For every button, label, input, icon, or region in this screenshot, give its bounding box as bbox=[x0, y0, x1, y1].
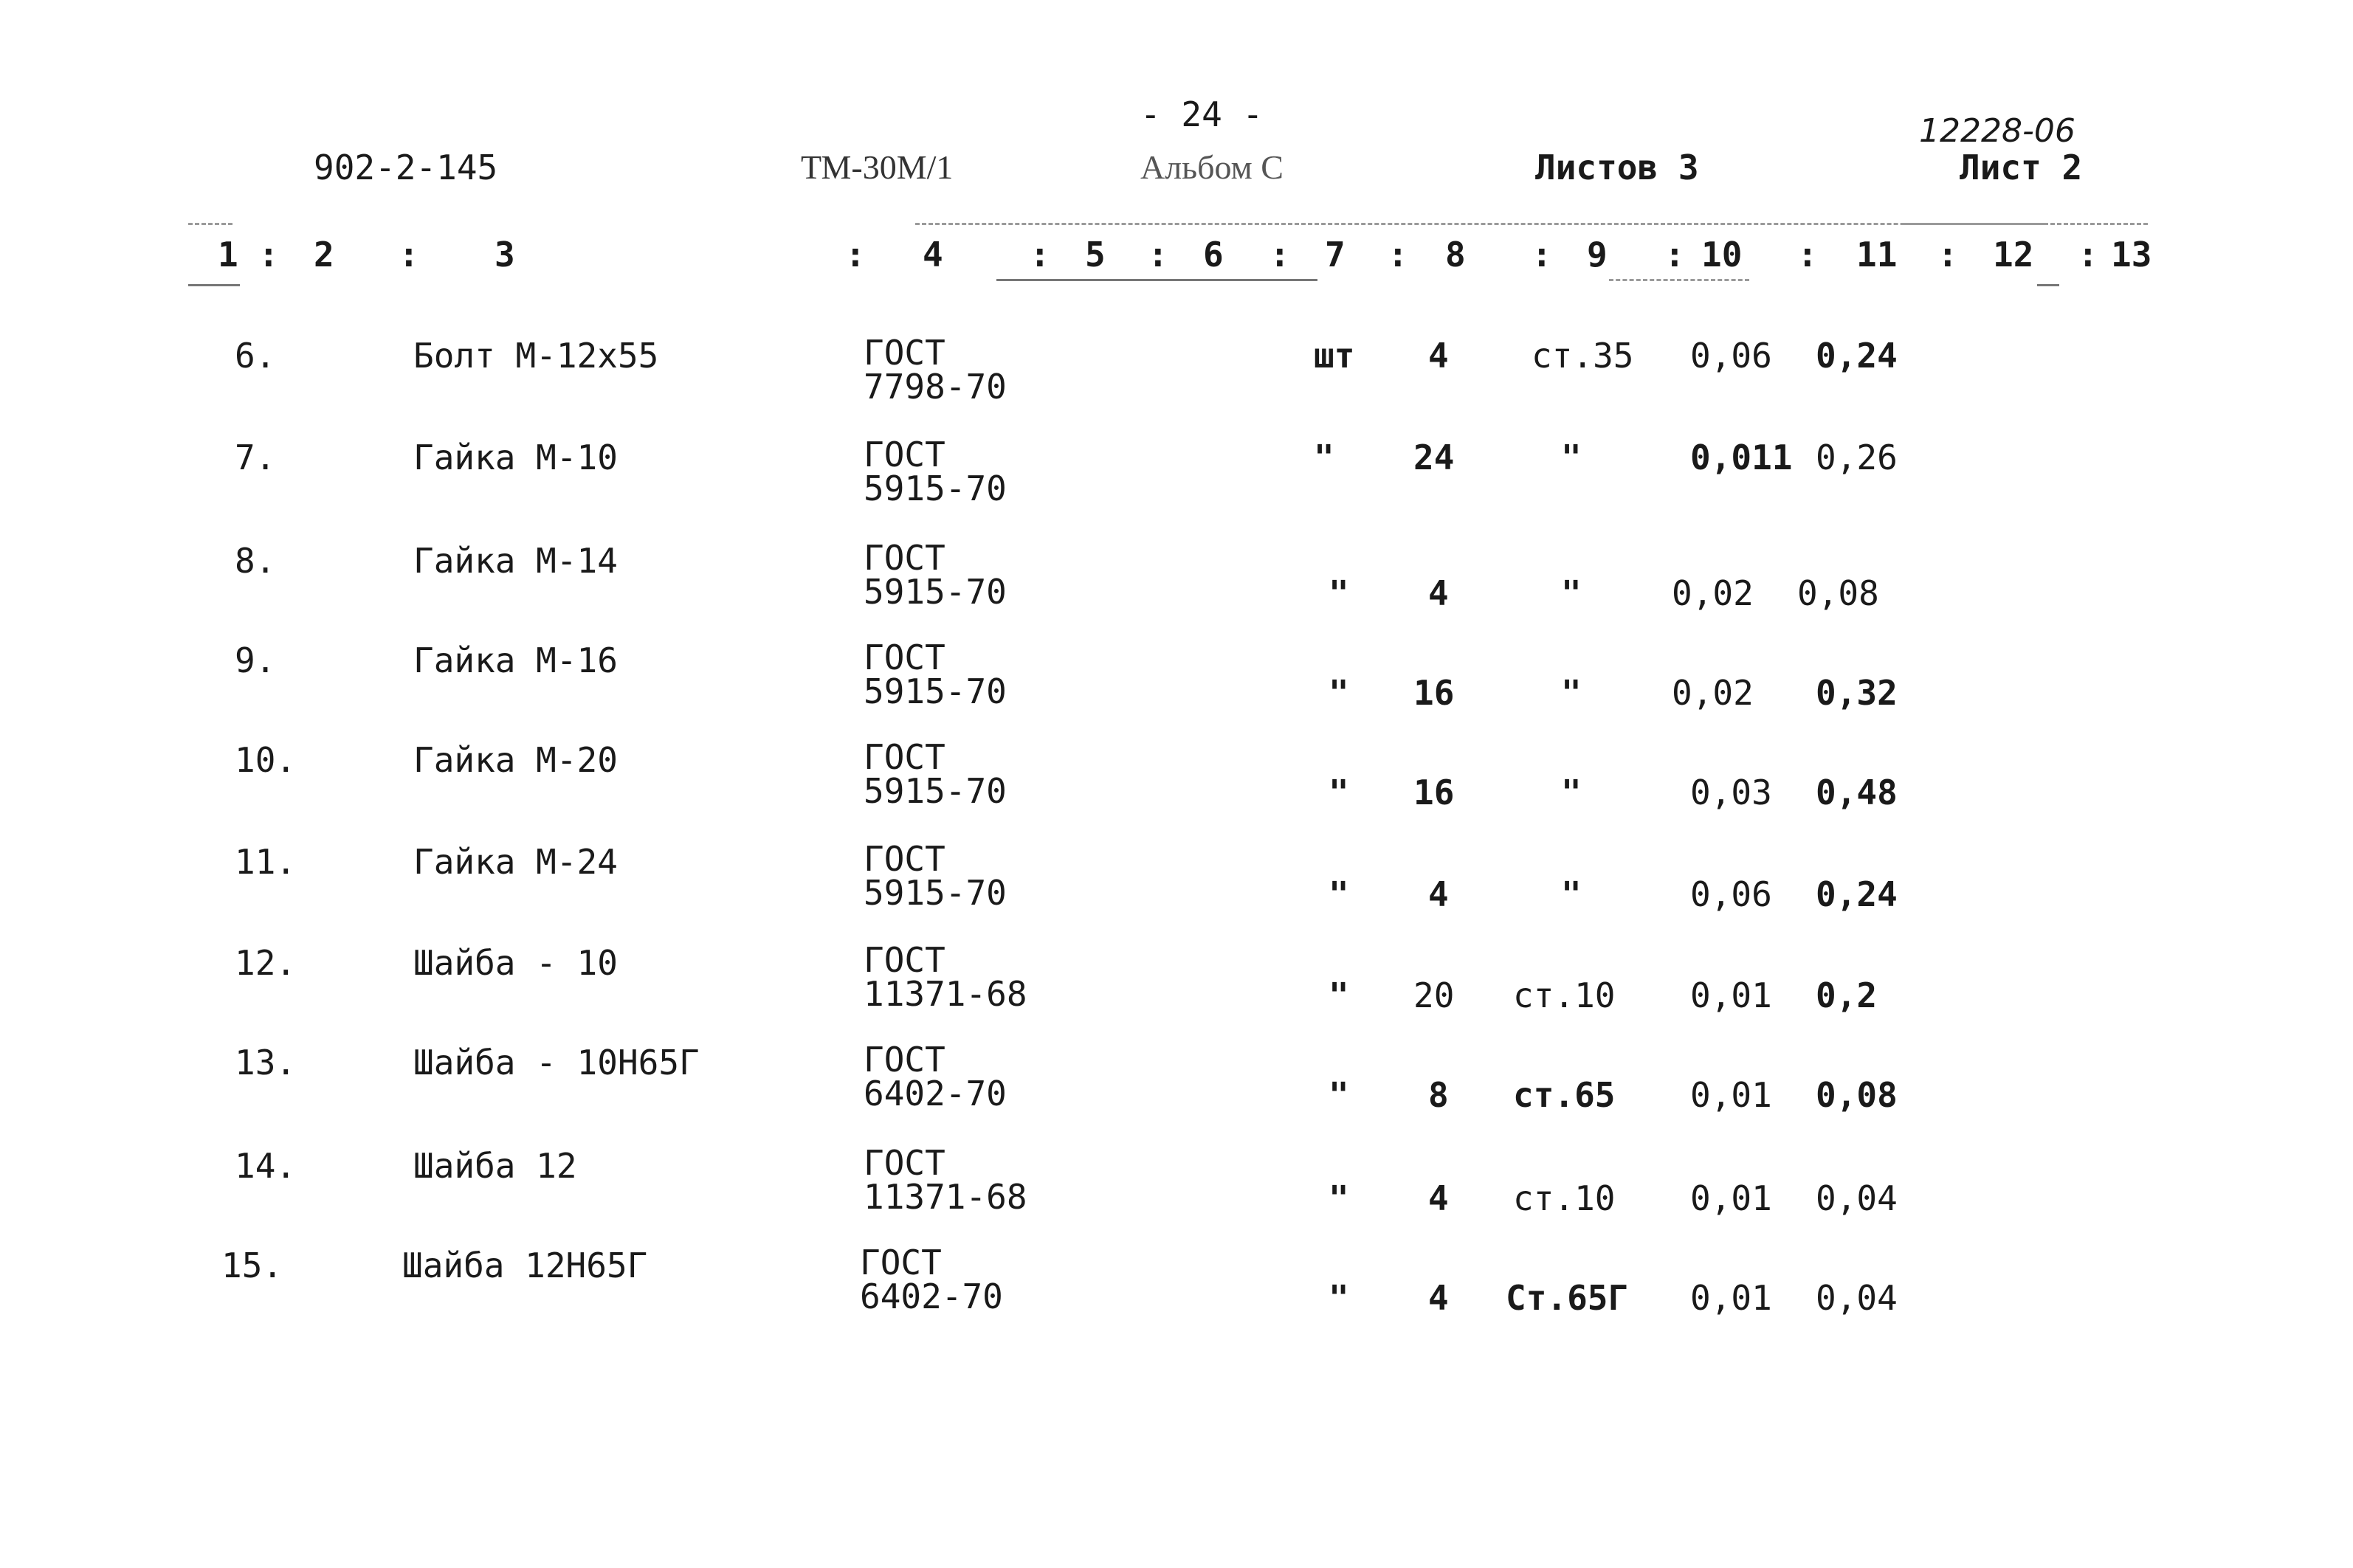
standard-number: 5915-70 bbox=[864, 771, 1007, 811]
unit-mass: 0,011 bbox=[1690, 438, 1793, 477]
unit: шт bbox=[1314, 336, 1355, 376]
material: ст.10 bbox=[1513, 975, 1616, 1015]
col-num: 11 bbox=[1856, 235, 1898, 274]
row-number: 15. bbox=[221, 1246, 283, 1285]
inventory-number: 12228-06 bbox=[1919, 112, 2075, 150]
album-label: Альбом С bbox=[1140, 148, 1284, 186]
row-number: 8. bbox=[235, 541, 276, 581]
material: " bbox=[1561, 673, 1582, 713]
unit: " bbox=[1329, 874, 1349, 914]
item-name: Гайка М-16 bbox=[413, 640, 618, 680]
standard-label: ГОСТ bbox=[860, 1243, 942, 1282]
col-sep: : bbox=[1797, 235, 1818, 274]
quantity: 16 bbox=[1413, 773, 1455, 812]
unit: " bbox=[1329, 673, 1349, 713]
item-name: Шайба 12Н65Г bbox=[402, 1246, 648, 1285]
col-num: 13 bbox=[2111, 235, 2152, 274]
col-sep: : bbox=[1148, 235, 1168, 274]
standard-number: 11371-68 bbox=[864, 1177, 1027, 1217]
sheet-number: Лист 2 bbox=[1960, 148, 2083, 187]
unit: " bbox=[1329, 1075, 1349, 1115]
standard-number: 5915-70 bbox=[864, 572, 1007, 612]
standard-label: ГОСТ bbox=[864, 1143, 945, 1183]
total-mass: 0,04 bbox=[1816, 1278, 1898, 1318]
col-sep: : bbox=[258, 235, 279, 274]
row-number: 12. bbox=[235, 943, 297, 983]
material: " bbox=[1561, 874, 1582, 914]
quantity: 4 bbox=[1428, 1178, 1449, 1218]
quantity: 16 bbox=[1413, 673, 1455, 713]
total-mass: 0,2 bbox=[1816, 975, 1878, 1015]
unit-mass: 0,06 bbox=[1690, 874, 1772, 914]
col-sep: : bbox=[399, 235, 419, 274]
col-num: 3 bbox=[495, 235, 515, 274]
total-mass: 0,24 bbox=[1816, 874, 1898, 914]
quantity: 24 bbox=[1413, 438, 1455, 477]
col-num: 1 bbox=[218, 235, 238, 274]
unit: " bbox=[1329, 975, 1349, 1015]
col-num: 10 bbox=[1701, 235, 1743, 274]
unit: " bbox=[1329, 573, 1349, 613]
series-code: ТМ-30М/1 bbox=[801, 148, 954, 186]
col-num: 4 bbox=[923, 235, 943, 274]
standard-label: ГОСТ bbox=[864, 940, 945, 980]
standard-number: 6402-70 bbox=[864, 1074, 1007, 1113]
unit: " bbox=[1329, 773, 1349, 812]
quantity: 4 bbox=[1428, 573, 1449, 613]
row-number: 13. bbox=[235, 1043, 297, 1082]
total-mass: 0,08 bbox=[1816, 1075, 1898, 1115]
material: " bbox=[1561, 438, 1582, 477]
row-number: 10. bbox=[235, 740, 297, 780]
material: ст.10 bbox=[1513, 1178, 1616, 1218]
col-num: 9 bbox=[1587, 235, 1608, 274]
item-name: Гайка М-24 bbox=[413, 842, 618, 882]
item-name: Гайка М-14 bbox=[413, 541, 618, 581]
col-num: 7 bbox=[1325, 235, 1346, 274]
unit-mass: 0,01 bbox=[1690, 975, 1772, 1015]
quantity: 4 bbox=[1428, 336, 1449, 376]
col-sep: : bbox=[1664, 235, 1685, 274]
standard-label: ГОСТ bbox=[864, 333, 945, 373]
item-name: Шайба 12 bbox=[413, 1146, 577, 1186]
row-number: 7. bbox=[235, 438, 276, 477]
unit: " bbox=[1329, 1178, 1349, 1218]
unit-mass: 0,01 bbox=[1690, 1075, 1772, 1115]
col-num: 12 bbox=[1993, 235, 2034, 274]
row-number: 9. bbox=[235, 640, 276, 680]
total-mass: 0,26 bbox=[1816, 438, 1898, 477]
col-num: 8 bbox=[1445, 235, 1466, 274]
item-name: Гайка М-10 bbox=[413, 438, 618, 477]
col-sep: : bbox=[2078, 235, 2098, 274]
unit-mass: 0,02 bbox=[1672, 673, 1754, 713]
standard-number: 7798-70 bbox=[864, 367, 1007, 407]
standard-label: ГОСТ bbox=[864, 638, 945, 677]
row-number: 14. bbox=[235, 1146, 297, 1186]
unit: " bbox=[1329, 1278, 1349, 1318]
total-mass: 0,32 bbox=[1816, 673, 1898, 713]
col-num: 6 bbox=[1203, 235, 1224, 274]
item-name: Гайка М-20 bbox=[413, 740, 618, 780]
unit-mass: 0,01 bbox=[1690, 1178, 1772, 1218]
unit-mass: 0,01 bbox=[1690, 1278, 1772, 1318]
col-sep: : bbox=[1388, 235, 1408, 274]
material: Ст.65Г bbox=[1506, 1278, 1629, 1318]
total-mass: 0,48 bbox=[1816, 773, 1898, 812]
material: ст.35 bbox=[1532, 336, 1634, 376]
quantity: 8 bbox=[1428, 1075, 1449, 1115]
standard-number: 11371-68 bbox=[864, 974, 1027, 1014]
unit-mass: 0,03 bbox=[1690, 773, 1772, 812]
col-num: 2 bbox=[314, 235, 334, 274]
unit-mass: 0,02 bbox=[1672, 573, 1754, 613]
col-num: 5 bbox=[1085, 235, 1106, 274]
col-sep: : bbox=[1532, 235, 1552, 274]
material: " bbox=[1561, 573, 1582, 613]
row-number: 11. bbox=[235, 842, 297, 882]
col-sep: : bbox=[1937, 235, 1958, 274]
total-mass: 0,24 bbox=[1816, 336, 1898, 376]
sheets-total: Листов 3 bbox=[1535, 148, 1699, 187]
quantity: 4 bbox=[1428, 874, 1449, 914]
unit-mass: 0,06 bbox=[1690, 336, 1772, 376]
standard-number: 5915-70 bbox=[864, 873, 1007, 913]
quantity: 20 bbox=[1413, 975, 1455, 1015]
unit: " bbox=[1314, 438, 1334, 477]
material: ст.65 bbox=[1513, 1075, 1616, 1115]
standard-number: 6402-70 bbox=[860, 1277, 1003, 1316]
col-sep: : bbox=[1030, 235, 1050, 274]
standard-number: 5915-70 bbox=[864, 469, 1007, 508]
standard-label: ГОСТ bbox=[864, 538, 945, 578]
standard-label: ГОСТ bbox=[864, 737, 945, 777]
item-name: Шайба - 10 bbox=[413, 943, 618, 983]
total-mass: 0,08 bbox=[1797, 573, 1879, 613]
item-name: Шайба - 10Н65Г bbox=[413, 1043, 700, 1082]
col-sep: : bbox=[1269, 235, 1290, 274]
standard-number: 5915-70 bbox=[864, 671, 1007, 711]
total-mass: 0,04 bbox=[1816, 1178, 1898, 1218]
row-number: 6. bbox=[235, 336, 276, 376]
standard-label: ГОСТ bbox=[864, 435, 945, 474]
col-sep: : bbox=[845, 235, 866, 274]
document-code: 902-2-145 bbox=[314, 148, 498, 187]
quantity: 4 bbox=[1428, 1278, 1449, 1318]
material: " bbox=[1561, 773, 1582, 812]
page-number: - 24 - bbox=[1140, 94, 1264, 134]
standard-label: ГОСТ bbox=[864, 839, 945, 879]
standard-label: ГОСТ bbox=[864, 1040, 945, 1080]
item-name: Болт М-12х55 bbox=[413, 336, 659, 376]
